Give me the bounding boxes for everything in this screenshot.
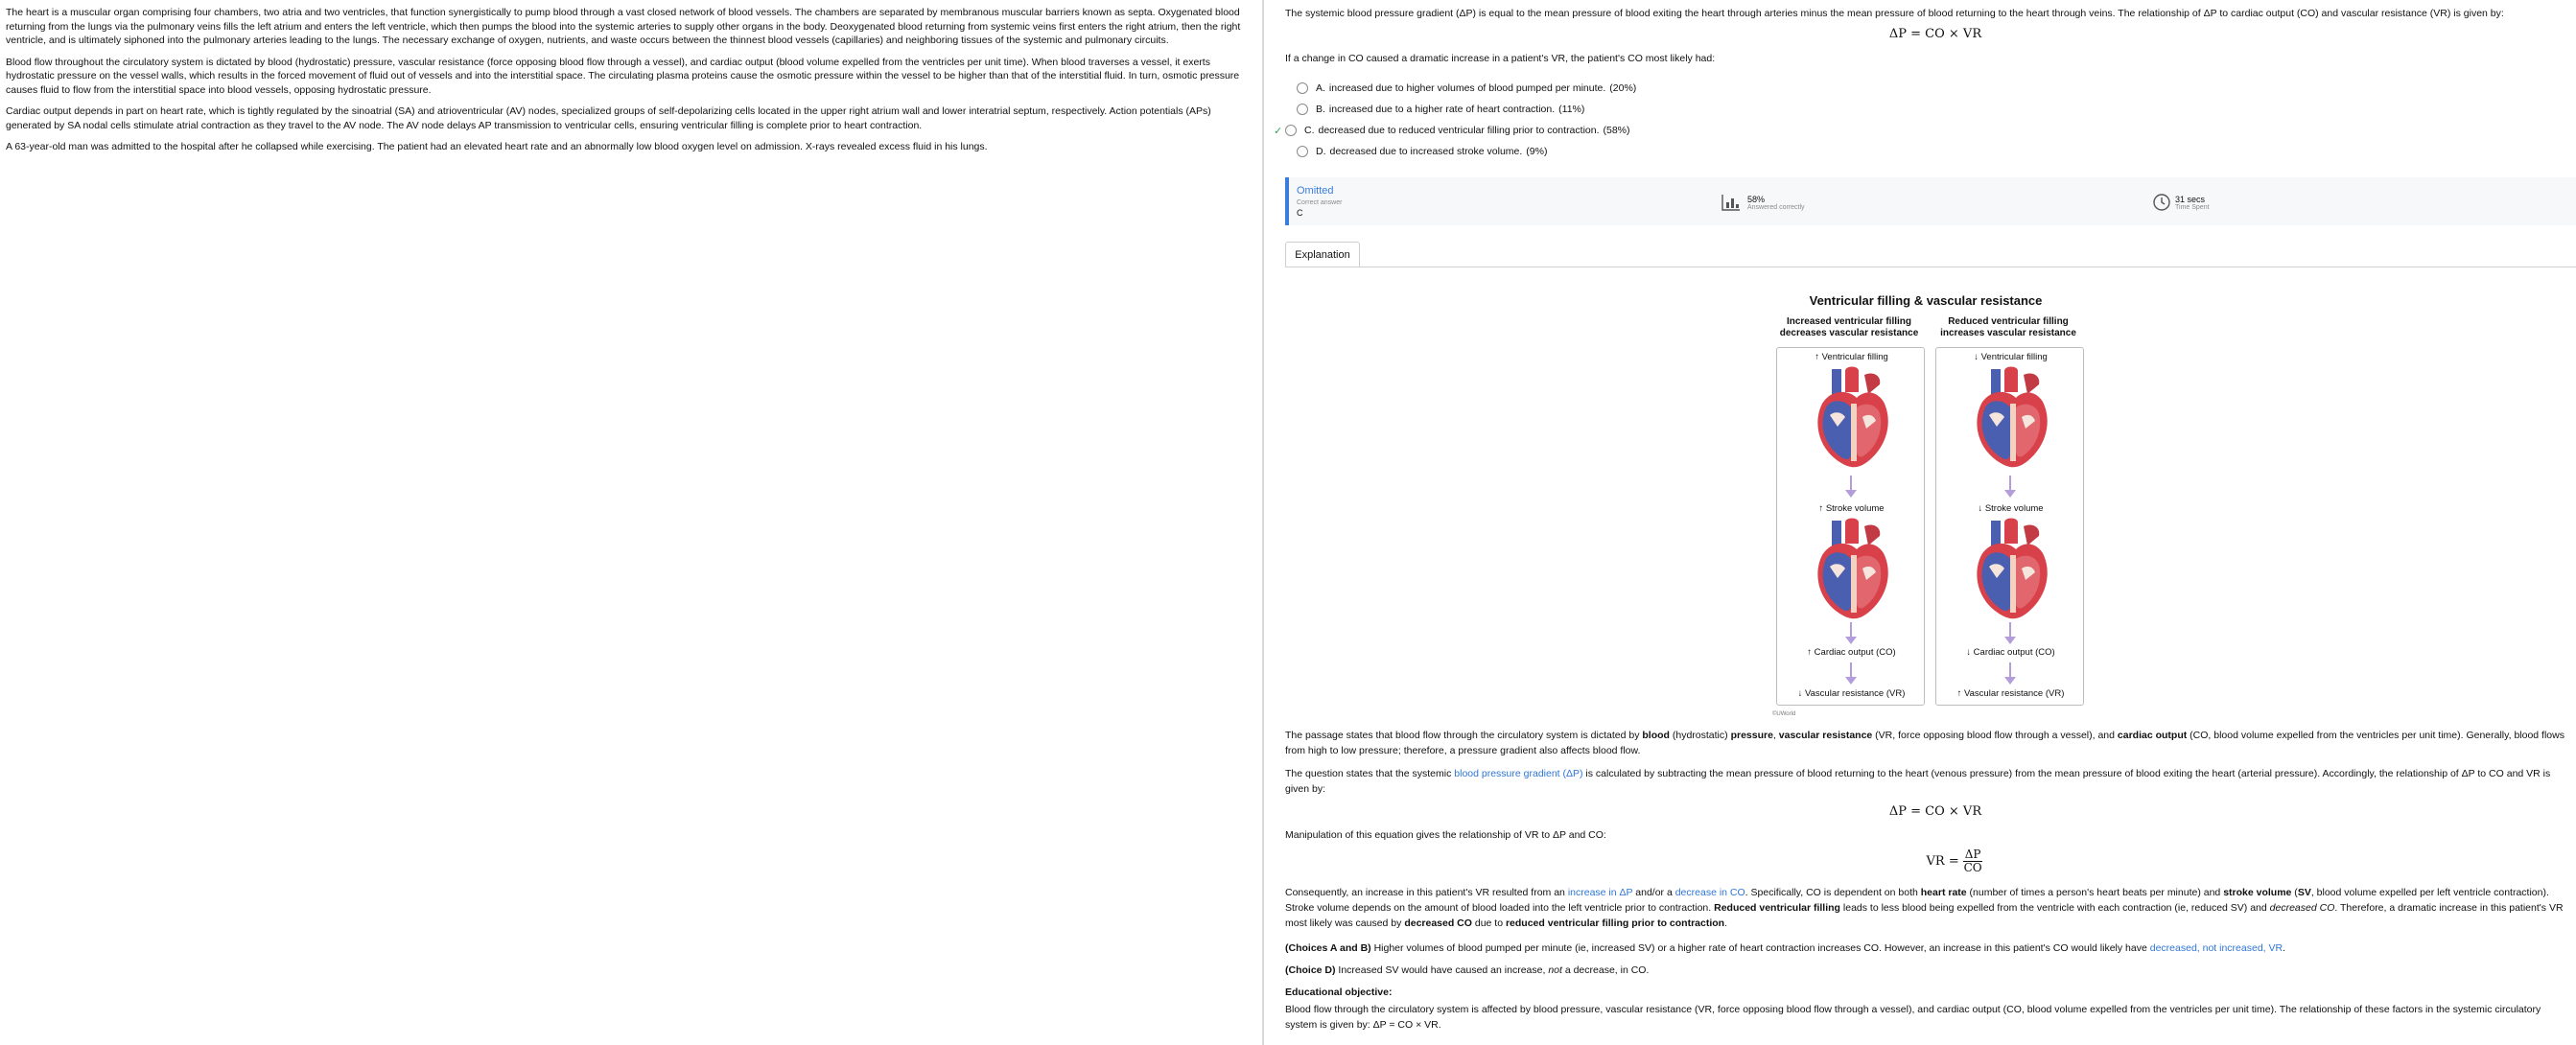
explanation-paragraph-4: Consequently, an increase in this patient's VR resulted from an increase in ΔP and/or a decrease in CO. Specifically, CO is dependent on both heart rate (number of times a person's heart beats per minute) and stroke volume (SV, blood volume expelled per left ventricle contraction). Stroke volume depends on the amount of blood loaded into the left ventricle prior to contraction. Reduced ventricular filling leads to less blood being expelled from the ventricle with each contraction (ie, reduced SV) and decreased CO. Therefore, a dramatic increase in this patient's VR most likely was caused by decreased CO due to reduced ventricular filling prior to contraction.	[1285, 887, 2564, 929]
down-arrow-icon	[1844, 662, 1858, 685]
choice-percentage: (58%)	[1603, 125, 1630, 136]
figure-label: ↑ Ventricular filling	[1815, 352, 1888, 362]
passage-paragraph: A 63-year-old man was admitted to the hospital after he collapsed while exercising. The patient had an elevated heart rate and an abnormally low blood oxygen level on admission. X-rays revealed excess fluid in his lungs.	[6, 141, 988, 152]
figure-panel-increased	[1776, 347, 1925, 706]
explanation-paragraph-6: (Choice D) Increased SV would have caused an increase, not a decrease, in CO.	[1285, 964, 1650, 976]
figure-title: Ventricular filling & vascular resistance	[1809, 293, 2043, 308]
passage-paragraph: Blood flow throughout the circulatory system is dictated by blood (hydrostatic) pressure, vascular resistance (force opposing blood flow through a vessel), and cardiac output (blood volume expelled from the ventricles per unit time). When blood traverses a vessel, it exerts hydrostatic pressure on the vessel walls, which results in the forced movement of fluid out of vessels and into the interstitial space. The circulating plasma proteins cause the osmotic pressure within the vessel to be higher than that of the interstitial fluid. In turn, osmotic pressure causes fluid to flow from the interstitial space into blood vessels, opposing hydrostatic pressure.	[6, 56, 1240, 96]
radio-button[interactable]	[1297, 146, 1308, 157]
passage-pane	[0, 0, 1262, 1045]
explanation-paragraph-5: (Choices A and B) Higher volumes of blood pumped per minute (ie, increased SV) or a higher rate of heart contraction increases CO. However, an increase in this patient's CO would likely have decreased, not increased, VR.	[1285, 942, 2286, 954]
down-arrow-icon	[2003, 476, 2017, 499]
down-arrow-icon	[1844, 476, 1858, 499]
passage-paragraph: Cardiac output depends in part on heart rate, which is tightly regulated by the sinoatrial (SA) and atrioventricular (AV) nodes, specialized groups of self-depolarizing cells located in the upper right atrium wall and lower interatrial septum, respectively. Action potentials (APs) generated by SA nodal cells stimulate atrial contraction as they travel to the AV node. The AV node delays AP transmission to ventricular cells, ensuring ventricular filling is complete prior to heart contraction.	[6, 105, 1211, 131]
objective-text: Blood flow through the circulatory system is affected by blood pressure, vascular resistance (VR, force opposing blood flow through a vessel), and cardiac output (CO, blood volume expelled from the ventricles per unit time). The relationship of these factors in the systemic circulatory system is given by: ΔP = CO × VR.	[1285, 1004, 2541, 1031]
figure-label: ↓ Vascular resistance (VR)	[1797, 688, 1906, 699]
percent-correct-label: Answered correctly	[1747, 203, 1805, 211]
time-spent-label: Time Spent	[2175, 203, 2210, 211]
omitted-status: Omitted	[1297, 185, 1334, 197]
choice-d[interactable]: D. decreased due to increased stroke volume. (9%)	[1285, 144, 1547, 159]
choice-percentage: (9%)	[1526, 146, 1548, 157]
question-pane	[1264, 0, 2576, 1045]
percent-correct-stat	[1721, 193, 1805, 212]
explanation-paragraph-1: The passage states that blood flow through the circulatory system is dictated by blood (hydrostatic) pressure, vascular resistance (VR, force opposing blood flow through a vessel), and cardiac output (CO, blood volume expelled from the ventricles per unit time). Generally, blood flows from high to low pressure; therefore, a pressure gradient also affects blood flow.	[1285, 730, 2564, 756]
down-arrow-icon	[1844, 622, 1858, 645]
formula-pressure-gradient-2: ΔP = CO × VR	[1888, 804, 1982, 819]
heart-icon	[1809, 365, 1895, 471]
choice-percentage: (20%)	[1609, 82, 1637, 94]
heart-icon	[1809, 517, 1895, 622]
radio-button[interactable]	[1285, 125, 1297, 136]
down-arrow-icon	[2003, 622, 2017, 645]
figure-label: ↑ Stroke volume	[1818, 503, 1885, 514]
choice-c[interactable]: ✓ C. decreased due to reduced ventricular filling prior to contraction. (58%)	[1274, 125, 1630, 137]
radio-button[interactable]	[1297, 104, 1308, 115]
figure-label: ↓ Stroke volume	[1978, 503, 2044, 514]
heart-icon	[1968, 517, 2054, 622]
radio-button[interactable]	[1297, 82, 1308, 94]
left-column-heading: Increased ventricular filling decreases vascular resistance	[1779, 316, 1919, 338]
link-increase-dp[interactable]: increase in ΔP	[1567, 887, 1633, 898]
tab-explanation[interactable]: Explanation	[1285, 242, 1360, 267]
question-stem: The systemic blood pressure gradient (ΔP) is equal to the mean pressure of blood exiting the heart through arteries minus the mean pressure of blood returning to the heart through veins. The relationship of ΔP to cardiac output (CO) and vascular resistance (VR) is given by:	[1285, 8, 2504, 19]
correct-answer-label: Correct answer	[1297, 199, 1343, 206]
formula-pressure-gradient: ΔP = CO × VR	[1888, 27, 1982, 41]
right-column-heading: Reduced ventricular filling increases vascular resistance	[1940, 316, 2076, 338]
time-spent-value: 31 secs	[2175, 194, 2206, 204]
question-prompt: If a change in CO caused a dramatic increase in a patient's VR, the patient's CO most likely had:	[1285, 53, 1716, 64]
explanation-paragraph-3: Manipulation of this equation gives the relationship of VR to ΔP and CO:	[1285, 829, 1606, 841]
heart-icon	[1968, 365, 2054, 471]
figure-credit: ©UWorld	[1772, 711, 1796, 717]
figure-label: ↑ Cardiac output (CO)	[1807, 647, 1896, 658]
down-arrow-icon	[2003, 662, 2017, 685]
time-spent-stat	[2152, 193, 2210, 212]
explanation-paragraph-2: The question states that the systemic blood pressure gradient (ΔP) is calculated by subtracting the mean pressure of blood returning to the heart (venous pressure) from the mean pressure of blood exiting the heart (arterial pressure). Accordingly, the relationship of ΔP to CO and VR is given by:	[1285, 768, 2551, 795]
results-bar	[1285, 177, 2576, 225]
clock-icon	[2152, 193, 2171, 212]
choice-percentage: (11%)	[1558, 104, 1585, 115]
bar-chart-icon	[1721, 193, 1742, 212]
figure-label: ↓ Cardiac output (CO)	[1966, 647, 2055, 658]
figure-label: ↓ Ventricular filling	[1974, 352, 2048, 362]
formula-vascular-resistance: VR = $\frac{\Delta P}{CO}$	[1926, 848, 1982, 874]
figure-label: ↑ Vascular resistance (VR)	[1956, 688, 2065, 699]
link-blood-pressure-gradient[interactable]: blood pressure gradient (ΔP)	[1454, 768, 1583, 779]
link-decreased-vr[interactable]: decreased, not increased, VR	[2149, 942, 2283, 954]
choice-b[interactable]: B. increased due to a higher rate of heart contraction. (11%)	[1285, 102, 1584, 117]
passage-paragraph: The heart is a muscular organ comprising four chambers, two atria and two ventricles, that function synergistically to pump blood through a vast closed network of blood vessels. The chambers are separated by membranous muscular barriers known as septa. Oxygenated blood returning from the lungs via the pulmonary veins fills the left atrium and enters the left ventricle, which then pumps the blood into the systemic arteries to supply other organs in the body. Deoxygenated blood returning from systemic veins first enters the right atrium, then the right ventricle, and is ultimately siphoned into the pulmonary arteries leading to the lungs. The necessary exchange of oxygen, nutrients, and waste occurs between the thinnest blood vessels (capillaries) and neighboring tissues of the systemic and pulmonary circuits.	[6, 7, 1241, 46]
percent-correct-value: 58%	[1747, 194, 1766, 204]
choice-a[interactable]: A. increased due to higher volumes of blood pumped per minute. (20%)	[1285, 81, 1636, 96]
link-decrease-co[interactable]: decrease in CO	[1674, 887, 1745, 898]
figure-panel-reduced	[1935, 347, 2084, 706]
objective-heading: Educational objective:	[1285, 987, 1393, 998]
correct-answer-value: C	[1297, 208, 1303, 218]
check-icon: ✓	[1274, 125, 1283, 137]
